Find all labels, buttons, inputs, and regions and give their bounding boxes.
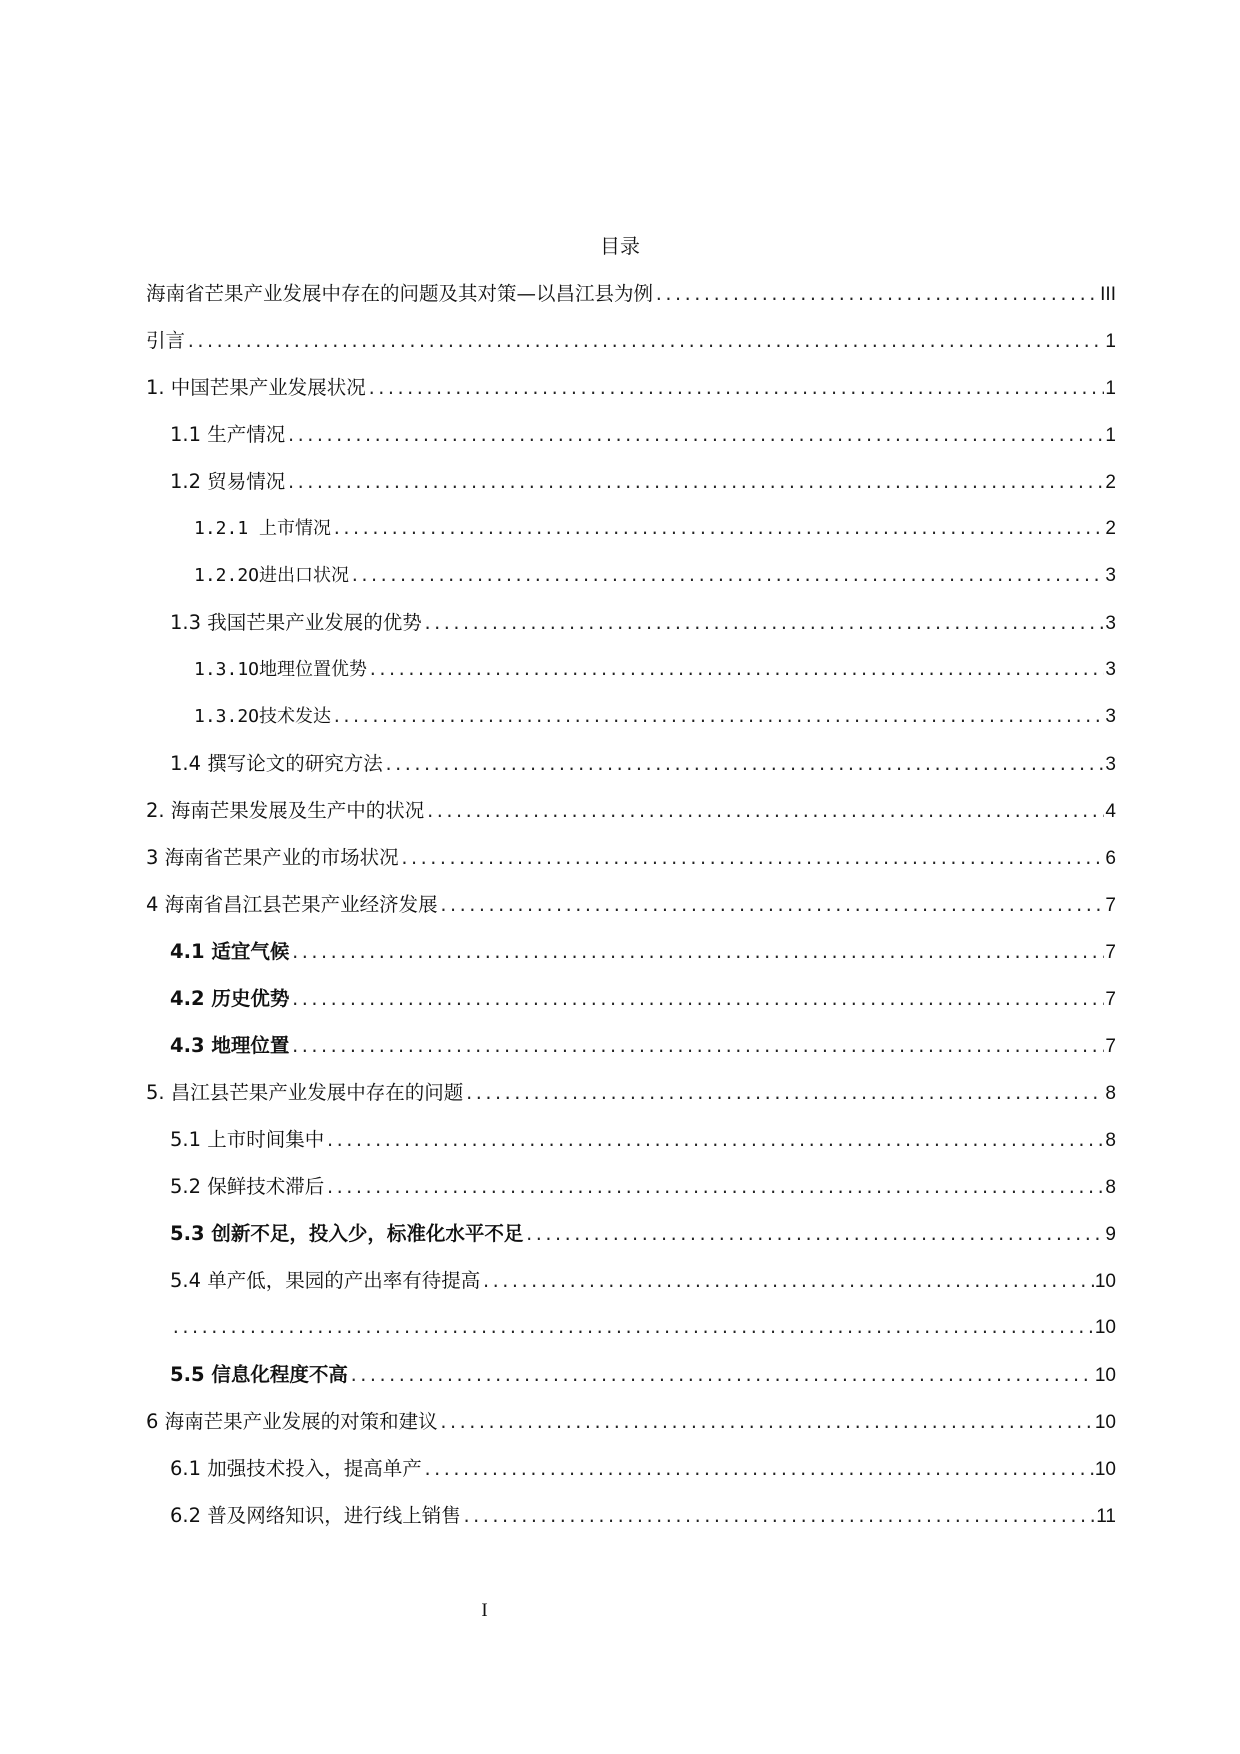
toc-dot-leader — [481, 1268, 1094, 1296]
toc-dot-leader — [439, 892, 1105, 920]
toc-entry[interactable] — [146, 327, 1116, 374]
toc-dot-leader — [325, 1174, 1104, 1202]
toc-dot-leader — [349, 1362, 1094, 1390]
toc-dot-leader — [524, 1221, 1104, 1249]
toc-entry-page: 7 — [1105, 1036, 1116, 1057]
toc-entry-title: 3 海南省芒果产业的市场状况 — [146, 846, 399, 869]
toc-entry[interactable] — [146, 1126, 1116, 1173]
toc-dot-leader — [325, 1127, 1104, 1155]
toc-entry-page: 2 — [1105, 518, 1116, 539]
toc-entry-title: 4.1 适宜气候 — [170, 940, 290, 963]
toc-entry[interactable] — [146, 374, 1116, 421]
toc-entry-page: 10 — [1094, 1271, 1116, 1292]
toc-entry-title: 5.2 保鲜技术滞后 — [170, 1175, 325, 1198]
toc-entry[interactable] — [146, 1267, 1116, 1314]
toc-dot-leader — [384, 751, 1105, 779]
toc-entry-page: 7 — [1105, 942, 1116, 963]
toc-entry-title: 1.3.1O地理位置优势 — [194, 659, 368, 680]
toc-entry[interactable] — [146, 703, 1116, 750]
toc-entry-title: 5.1 上市时间集中 — [170, 1128, 325, 1151]
toc-entry[interactable] — [146, 938, 1116, 985]
toc-entry[interactable] — [146, 891, 1116, 938]
toc-dot-leader — [290, 1033, 1104, 1061]
toc-entry-page: 7 — [1105, 895, 1116, 916]
toc-entry-page: 10 — [1094, 1459, 1116, 1480]
toc-entry-page: 9 — [1105, 1224, 1116, 1245]
toc-entry-page: 6 — [1105, 848, 1116, 869]
toc-dot-leader — [439, 1409, 1094, 1437]
toc-entry-title: 1.4 撰写论文的研究方法 — [170, 752, 383, 775]
toc-entry[interactable] — [146, 1314, 1116, 1361]
toc-entry[interactable] — [146, 1408, 1116, 1455]
toc-entry-title: 4.3 地理位置 — [170, 1034, 290, 1057]
toc-entry-page: 3 — [1105, 659, 1116, 680]
toc-entry-page: 7 — [1105, 989, 1116, 1010]
toc-entry-page: 2 — [1105, 472, 1116, 493]
toc-entry-page: 3 — [1105, 706, 1116, 727]
toc-entry[interactable] — [146, 468, 1116, 515]
toc-entry-page: 3 — [1105, 565, 1116, 586]
toc-dot-leader — [462, 1503, 1096, 1531]
toc-entry-title: 引言 — [146, 329, 186, 352]
toc-entry-title: 海南省芒果产业发展中存在的问题及其对策—以昌江县为例 — [146, 282, 654, 305]
toc-dot-leader — [400, 845, 1105, 873]
toc-entry[interactable] — [146, 1079, 1116, 1126]
toc-entry[interactable] — [146, 1173, 1116, 1220]
toc-title: 目录 — [600, 234, 640, 258]
toc-entry-page: 1 — [1105, 425, 1116, 446]
toc-entry[interactable] — [146, 1032, 1116, 1079]
toc-entry[interactable] — [146, 750, 1116, 797]
toc-entry-page: III — [1100, 284, 1116, 305]
toc-entry-title: 5.4 单产低，果园的产出率有待提高 — [170, 1269, 481, 1292]
toc-entry[interactable] — [146, 656, 1116, 703]
toc-entry-title: 5.3 创新不足，投入少，标准化水平不足 — [170, 1222, 524, 1245]
toc-entry-page: 1 — [1105, 331, 1116, 352]
toc-dot-leader — [423, 610, 1105, 638]
toc-entry[interactable] — [146, 280, 1116, 327]
toc-entry-title: 5. 昌江县芒果产业发展中存在的问题 — [146, 1081, 464, 1104]
toc-dot-leader — [171, 1314, 1094, 1342]
toc-entry-title: 1.1 生产情况 — [170, 423, 286, 446]
toc-entry-page: 10 — [1094, 1317, 1116, 1338]
toc-entry[interactable] — [146, 844, 1116, 891]
toc-entry-page: 3 — [1105, 613, 1116, 634]
toc-entry-page: 8 — [1105, 1130, 1116, 1151]
toc-dot-leader — [286, 469, 1104, 497]
toc-dot-leader — [425, 798, 1104, 826]
toc-entry[interactable] — [146, 421, 1116, 468]
toc-entry-page: 3 — [1105, 754, 1116, 775]
toc-entry-title: 4 海南省昌江县芒果产业经济发展 — [146, 893, 438, 916]
toc-dot-leader — [464, 1080, 1104, 1108]
toc-entry-title: 2. 海南芒果发展及生产中的状况 — [146, 799, 425, 822]
toc-entry-title: 6.2 普及网络知识，进行线上销售 — [170, 1504, 461, 1527]
toc-dot-leader — [654, 281, 1099, 309]
toc-dot-leader — [290, 986, 1104, 1014]
toc-entry[interactable] — [146, 1455, 1116, 1502]
toc-entry[interactable] — [146, 562, 1116, 609]
toc-entry[interactable] — [146, 1220, 1116, 1267]
toc-dot-leader — [350, 562, 1104, 590]
toc-entry-page: 10 — [1094, 1412, 1116, 1433]
toc-entry-title: 4.2 历史优势 — [170, 987, 290, 1010]
toc-entry[interactable] — [146, 1361, 1116, 1408]
toc-entry-title: 1.3.2O技术发达 — [194, 706, 332, 727]
toc-dot-leader — [286, 422, 1104, 450]
table-of-contents — [146, 280, 1116, 1549]
toc-dot-leader — [332, 515, 1104, 543]
toc-dot-leader — [290, 939, 1104, 967]
toc-entry-page: 10 — [1094, 1365, 1116, 1386]
toc-entry-page: 11 — [1096, 1506, 1116, 1527]
toc-entry-title: 1.2.2O进出口状况 — [194, 565, 350, 586]
toc-dot-leader — [423, 1456, 1094, 1484]
toc-entry[interactable] — [146, 797, 1116, 844]
toc-entry-title: 1.3 我国芒果产业发展的优势 — [170, 611, 422, 634]
toc-entry-page: 8 — [1105, 1177, 1116, 1198]
toc-entry[interactable] — [146, 515, 1116, 562]
toc-entry[interactable] — [146, 1502, 1116, 1549]
toc-dot-leader — [368, 656, 1104, 684]
toc-dot-leader — [367, 375, 1105, 403]
toc-entry-title: 6.1 加强技术投入，提高单产 — [170, 1457, 422, 1480]
toc-entry-page: 8 — [1105, 1083, 1116, 1104]
toc-entry-title: 1. 中国芒果产业发展状况 — [146, 376, 366, 399]
toc-entry[interactable] — [146, 985, 1116, 1032]
toc-entry-title: 5.5 信息化程度不高 — [170, 1363, 348, 1386]
toc-entry-page: 4 — [1105, 801, 1116, 822]
toc-dot-leader — [332, 703, 1104, 731]
toc-entry-title: 1.2.1 上市情况 — [194, 518, 332, 539]
toc-entry-title: 6 海南芒果产业发展的对策和建议 — [146, 1410, 438, 1433]
page-number: I — [481, 1600, 488, 1621]
toc-dot-leader — [186, 328, 1104, 356]
toc-entry-page: 1 — [1105, 378, 1116, 399]
toc-entry-title: 1.2 贸易情况 — [170, 470, 286, 493]
toc-entry[interactable] — [146, 609, 1116, 656]
